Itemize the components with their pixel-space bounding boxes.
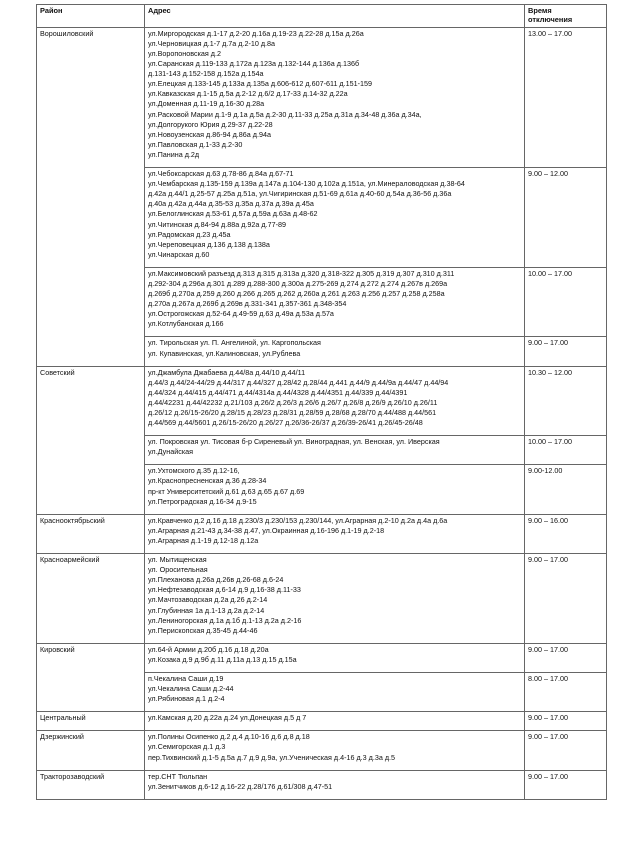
time-cell: 13.00 – 17.00	[525, 27, 607, 167]
address-line: ул. Покровская ул. Тисовая б-р Сиреневый ул. Виноградная, ул. Венская, ул. Иверская	[148, 437, 440, 447]
district-cell: Красноармейский	[37, 554, 145, 644]
address-line: ул.Читинская д.84-94 д.88а д.92а д.77-89	[148, 219, 286, 229]
address-line: ул.Елецкая д.133-145 д.133а д.135а д.606-612 д.607-611 д.151-159	[148, 79, 373, 89]
address-cell	[145, 168, 525, 268]
address-cell	[145, 770, 525, 799]
table-row	[37, 712, 607, 731]
district-cell: Советский	[37, 366, 145, 514]
address-line: ул.Саранская д.119-133 д.172а д.123а д.132-144 д.136а д.136б	[148, 59, 360, 69]
address-line: ул.Миргородская д.1-17 д.2-20 д.16а д.19-23 д.22-28 д.15а д.26а	[148, 28, 364, 38]
address-line: ул.64-й Армии д.20б д.16 д.18 д.20а	[148, 644, 269, 654]
time-cell: 9.00 – 16.00	[525, 514, 607, 553]
table-row	[37, 514, 607, 553]
address-line: ул.Павловская д.1-33 д.2-30	[148, 139, 243, 149]
address-line: ул. Оросительная	[148, 565, 208, 575]
address-cell	[145, 337, 525, 366]
address-line: ул.Камская д.20 д.22а д.24 ул.Донецкая д.5 д 7	[148, 713, 307, 723]
address-line: д.269б д.270а д.259 д.260 д.266 д.265 д.262 д.260а д.261 д.263 д.256 д.257 д.258 д.258а	[148, 289, 445, 299]
time-cell: 9.00 – 12.00	[525, 168, 607, 268]
address-cell	[145, 712, 525, 731]
address-line: ул.Перископская д.35-45 д.44-46	[148, 625, 258, 635]
time-cell: 10.00 – 17.00	[525, 267, 607, 337]
time-cell: 9.00 – 17.00	[525, 731, 607, 770]
address-line: ул.Новоузенская д.86-94 д.86а д.94а	[148, 129, 271, 139]
address-cell	[145, 465, 525, 514]
address-line: д.131-143 д.152-158 д.152а д.154а	[148, 69, 264, 79]
address-line: п.Чекалина Саши д.19	[148, 673, 224, 683]
address-cell	[145, 267, 525, 337]
time-cell: 9.00 – 17.00	[525, 770, 607, 799]
time-cell: 9.00 – 17.00	[525, 337, 607, 366]
address-line: ул.Нефтезаводская д.6-14 д.9 д.16-38 д.11-33	[148, 585, 301, 595]
time-cell: 9.00-12.00	[525, 465, 607, 514]
address-line: д.44/569 д.44/5601 д.26/15-26/20 д.26/27 д.26/36-26/37 д.26/39-26/41 д.26/45-26/48	[148, 418, 423, 428]
table-header-row	[37, 5, 607, 28]
address-line: ул.Краснопресненская д.36 д.28-34	[148, 476, 267, 486]
address-cell	[145, 436, 525, 465]
address-line: ул.Череповецкая д.136 д.138 д.138а	[148, 239, 270, 249]
address-line: ул.Чебоксарская д.63 д.78-86 д.84а д.67-71	[148, 169, 294, 179]
address-line: ул.Джамбула Джабаева д.44/8а д.44/10 д.44/11	[148, 367, 306, 377]
time-cell: 9.00 – 17.00	[525, 554, 607, 644]
address-line: ул.Семигорская д.1 д.3	[148, 742, 226, 752]
header-district: Район	[37, 5, 145, 28]
table-row	[37, 770, 607, 799]
address-cell	[145, 643, 525, 672]
address-line: ул.Ухтомского д.35 д.12-16,	[148, 466, 240, 476]
address-line: ул.Чембарская д.135-159 д.139а д.147а д.104-130 д.102а д.151а, ул.Минераловодская д.38-64	[148, 179, 465, 189]
district-cell: Центральный	[37, 712, 145, 731]
table-row	[37, 27, 607, 167]
address-line: ул. Купавинская, ул.Калиновская, ул.Рублева	[148, 348, 301, 358]
district-cell: Кировский	[37, 643, 145, 711]
address-line: ул.Глубинная 1а д.1-13 д.2а д.2-14	[148, 605, 265, 615]
address-line: ул.Козака д.9 д.9б д.11 д.11а д.13 д.15 д.15а	[148, 654, 297, 664]
address-line: ул. Мытищенская	[148, 555, 207, 565]
table-row	[37, 366, 607, 436]
outage-schedule-table	[36, 4, 607, 800]
address-line: тер.СНТ Тюльпан	[148, 771, 208, 781]
address-line: д.26/12 д.26/15-26/20 д.28/15 д.28/23 д.28/31 д.28/59 д.28/68 д.28/70 д.44/488 д.44/561	[148, 408, 437, 417]
address-line: ул.Полины Осипенко д.2 д.4 д.10-16 д.6 д.8 д.18	[148, 732, 310, 742]
address-line: ул.Максимовский разъезд д.313 д.315 д.313а д.320 д.318-322 д.305 д.319 д.307 д.310 д.311	[148, 268, 455, 278]
address-cell	[145, 366, 525, 436]
address-line: ул.Радомская д.23 д.45а	[148, 229, 231, 239]
address-line: ул.Петроградская д.16-34 д.9-15	[148, 496, 257, 506]
time-cell: 9.00 – 17.00	[525, 712, 607, 731]
address-line: д.42а д.44/1 д.25-57 д.25а д.51а, ул.Чигиринская д.51-69 д.61а д.40-60 д.54а д.36-56 д.36а	[148, 189, 452, 199]
address-line: ул. Тирольская ул. П. Ангелиной, ул. Каргопольская	[148, 338, 321, 348]
address-line: ул.Чинарская д.60	[148, 249, 210, 259]
address-line: ул.Плеханова д.26а д.26в д.26-68 д.6-24	[148, 575, 284, 585]
address-cell	[145, 672, 525, 711]
address-cell	[145, 731, 525, 770]
address-line: д.44/42231 д.44/42232 д.21/103 д.26/2 д.26/3 д.26/6 д.26/7 д.26/8 д.26/9 д.26/10 д.26/11	[148, 397, 438, 407]
district-cell: Ворошиловский	[37, 27, 145, 366]
time-cell: 10.00 – 17.00	[525, 436, 607, 465]
address-line: ул.Лениногорская д.1а д.1б д.1-13 д.2а д.2-16	[148, 615, 302, 625]
address-line: д.292-304 д.296а д.301 д.289 д.288-300 д.300а д.275-269 д.274 д.272 д.274 д.267в д.269а	[148, 278, 448, 288]
address-line: ул.Расковой Марии д.1-9 д.1а д.5а д.2-30 д.11-33 д.25а д.31а д.34-48 д.36а д.34а,	[148, 109, 422, 119]
address-line: ул.Котлубанская д.166	[148, 319, 224, 329]
address-line: ул.Аграрная д.21-43 д.34-38 д.47, ул.Окраинная д.16-196 д.1-19 д.2-18	[148, 525, 385, 535]
address-line: ул.Кравченко д.2 д.16 д.18 д.230/3 д.230/153 д.230/144, ул.Аграрная д.2-10 д.2а д.4а д.6а	[148, 515, 448, 525]
address-line: пр-кт Университетский д.61 д.63 д.65 д.67 д.69	[148, 486, 305, 496]
address-cell	[145, 554, 525, 644]
address-line: ул.Белоглинская д.53-61 д.57а д.59а д.63а д.48-62	[148, 209, 318, 219]
address-cell	[145, 514, 525, 553]
district-cell: Тракторозаводский	[37, 770, 145, 799]
address-line: пер.Тихвинский д.1-5 д.5а д.7 д.9 д.9а, ул.Ученическая д.4-16 д.3 д.3а д.5	[148, 752, 396, 762]
table-row	[37, 643, 607, 672]
address-line: ул.Воропоновская д.2	[148, 49, 221, 58]
address-line: д.44/3 д.44/24-44/29 д.44/317 д.44/327 д.28/42 д.28/44 д.441 д.44/9 д.44/9а д.44/47 д.44/94	[148, 377, 449, 387]
address-line: ул.Доменная д.11-19 д.16-30 д.28а	[148, 99, 265, 109]
header-address: Адрес	[145, 5, 525, 28]
address-line: ул.Зенитчиков д.6-12 д.16-22 д.28/176 д.61/308 д.47-51	[148, 781, 333, 791]
address-line: ул.Мачтозаводская д.2а д.26 д.2-14	[148, 595, 268, 605]
district-cell: Краснооктябрьский	[37, 514, 145, 553]
header-time: Время отключения	[525, 5, 607, 28]
district-cell: Дзержинский	[37, 731, 145, 770]
address-line: ул.Панина д.2д	[148, 149, 200, 159]
time-cell: 8.00 – 17.00	[525, 672, 607, 711]
address-line: д.40а д.42а д.44а д.35-53 д.35а д.37а д.39а д.45а	[148, 199, 314, 209]
address-line: ул.Дунайская	[148, 447, 194, 457]
address-line: ул.Чекалина Саши д.2-44	[148, 684, 234, 694]
address-line: ул.Кавказская д.1-15 д.5а д.2-12 д.6/2 д.17-33 д.14-32 д.22а	[148, 89, 348, 99]
address-line: д.270а д.267а д.269б д.269в д.331-341 д.357-361 д.348-354	[148, 299, 347, 309]
time-cell: 10.30 – 12.00	[525, 366, 607, 436]
table-row	[37, 731, 607, 770]
address-line: д.44/324 д.44/415 д.44/471 д.44/4314а д.44/4328 д.44/4351 д.44/339 д.44/4391	[148, 387, 408, 397]
address-cell	[145, 27, 525, 167]
table-row	[37, 554, 607, 644]
address-line: ул.Рябиновая д.1 д.2-4	[148, 694, 225, 704]
address-line: ул.Аграрная д.1-19 д.12-18 д.12а	[148, 535, 259, 545]
time-cell: 9.00 – 17.00	[525, 643, 607, 672]
address-line: ул.Черновицкая д.1-7 д.7а д.2-10 д.8а	[148, 38, 276, 48]
address-line: ул.Долгорукого Юрия д.29-37 д.22-28	[148, 119, 273, 129]
address-line: ул.Острогожская д.52-64 д.49-59 д.63 д.49а д.53а д.57а	[148, 309, 334, 319]
